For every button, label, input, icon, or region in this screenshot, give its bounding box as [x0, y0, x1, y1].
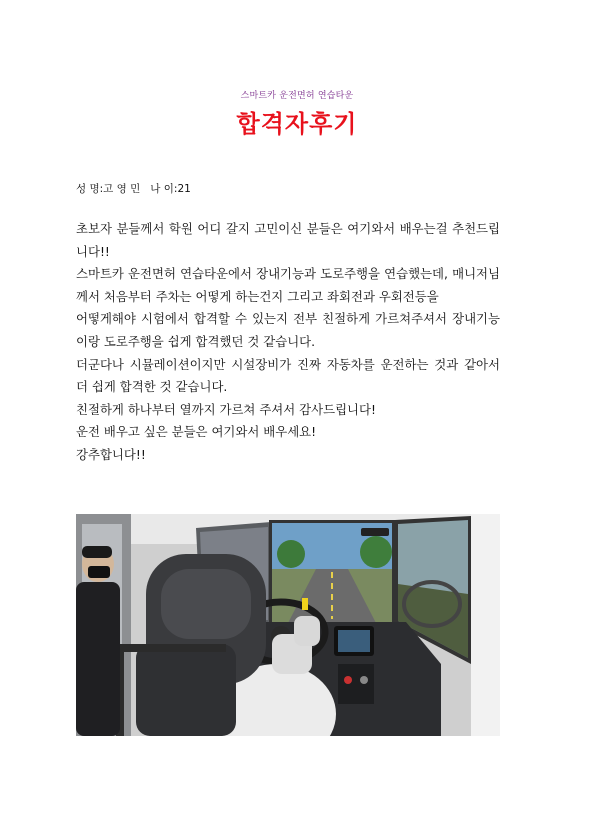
review-paragraph: 초보자 분들께서 학원 어디 갈지 고민이신 분들은 여기와서 배우는걸 추천드립니다!!: [76, 221, 500, 259]
review-paragraph: 더군다나 시뮬레이션이지만 시설장비가 진짜 자동차를 운전하는 것과 같아서 더 쉽게 합격한 것 같습니다.: [76, 356, 500, 395]
driving-simulator-photo: [76, 514, 500, 736]
review-paragraph: 운전 배우고 싶은 분들은 여기와서 배우세요!: [76, 424, 317, 440]
review-paragraph: 어떻게해야 시험에서 합격할 수 있는지 전부 친절하게 가르쳐주셔서 장내기능이랑 도로주행을 쉽게 합격했던 것 같습니다.: [76, 311, 500, 349]
review-body: [76, 218, 500, 467]
applicant-info: 성 명:고 영 민 나 이:21: [76, 183, 191, 195]
page-title: 합격자후기: [236, 110, 358, 138]
review-paragraph: 친절하게 하나부터 열까지 가르쳐 주셔서 감사드립니다!: [76, 401, 376, 417]
review-paragraph: 스마트카 운전면허 연습타운에서 장내기능과 도로주행을 연습했는데, 매니저님께서 처음부터 주차는 어떻게 하는건지 그리고 좌회전과 우회전등을: [76, 266, 500, 304]
academy-subtitle: 스마트카 운전면허 연습타운: [240, 91, 354, 101]
review-paragraph: 강추합니다!!: [76, 446, 146, 462]
